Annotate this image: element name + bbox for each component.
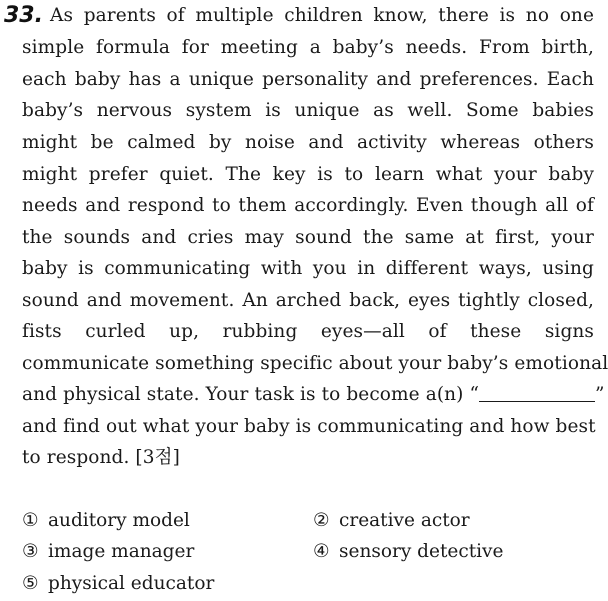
question-number: 33. (4, 3, 43, 28)
passage-line: baby is communicating with you in different ways, using (22, 258, 594, 279)
answer-blank (479, 383, 595, 402)
choice-marker: ⑤ (22, 573, 39, 594)
blank-line-prefix: and physical state. Your task is to become a(n) “ (22, 384, 480, 405)
choice-marker: ② (313, 510, 330, 531)
choice-text: physical educator (48, 573, 215, 594)
blank-line-suffix: ” (595, 384, 605, 405)
choice-3[interactable] (22, 538, 194, 566)
choice-4[interactable] (313, 538, 503, 566)
choice-text: image manager (48, 541, 195, 562)
passage-line: sound and movement. An arched back, eyes tightly closed, (22, 290, 594, 311)
passage-line: the sounds and cries may sound the same at first, your (22, 227, 594, 248)
choice-text: sensory detective (339, 541, 504, 562)
choice-marker: ① (22, 510, 39, 531)
passage-line: needs and respond to them accordingly. Even though all of (22, 195, 594, 216)
passage-line: baby’s nervous system is unique as well. Some babies (22, 100, 594, 121)
passage-line: might be calmed by noise and activity whereas others (22, 132, 594, 153)
choice-marker: ③ (22, 541, 39, 562)
choice-marker: ④ (313, 541, 330, 562)
passage-line-final: to respond. [3점] (22, 447, 180, 468)
passage-line-with-blank (22, 381, 605, 409)
choice-text: creative actor (339, 510, 470, 531)
passage-line: and find out what your baby is communicating and how best (22, 416, 596, 437)
choice-5[interactable] (22, 570, 214, 598)
passage-line: As parents of multiple children know, there is no one (50, 5, 594, 26)
passage-line: might prefer quiet. The key is to learn what your baby (22, 164, 594, 185)
choice-text: auditory model (48, 510, 190, 531)
passage-line: simple formula for meeting a baby’s needs. From birth, (22, 37, 594, 58)
passage-line: communicate something specific about your baby’s emotional (22, 353, 608, 374)
passage-line: each baby has a unique personality and preferences. Each (22, 69, 594, 90)
choice-2[interactable] (313, 507, 470, 535)
passage-line: fists curled up, rubbing eyes—all of these signs (22, 321, 594, 342)
choice-1[interactable] (22, 507, 190, 535)
